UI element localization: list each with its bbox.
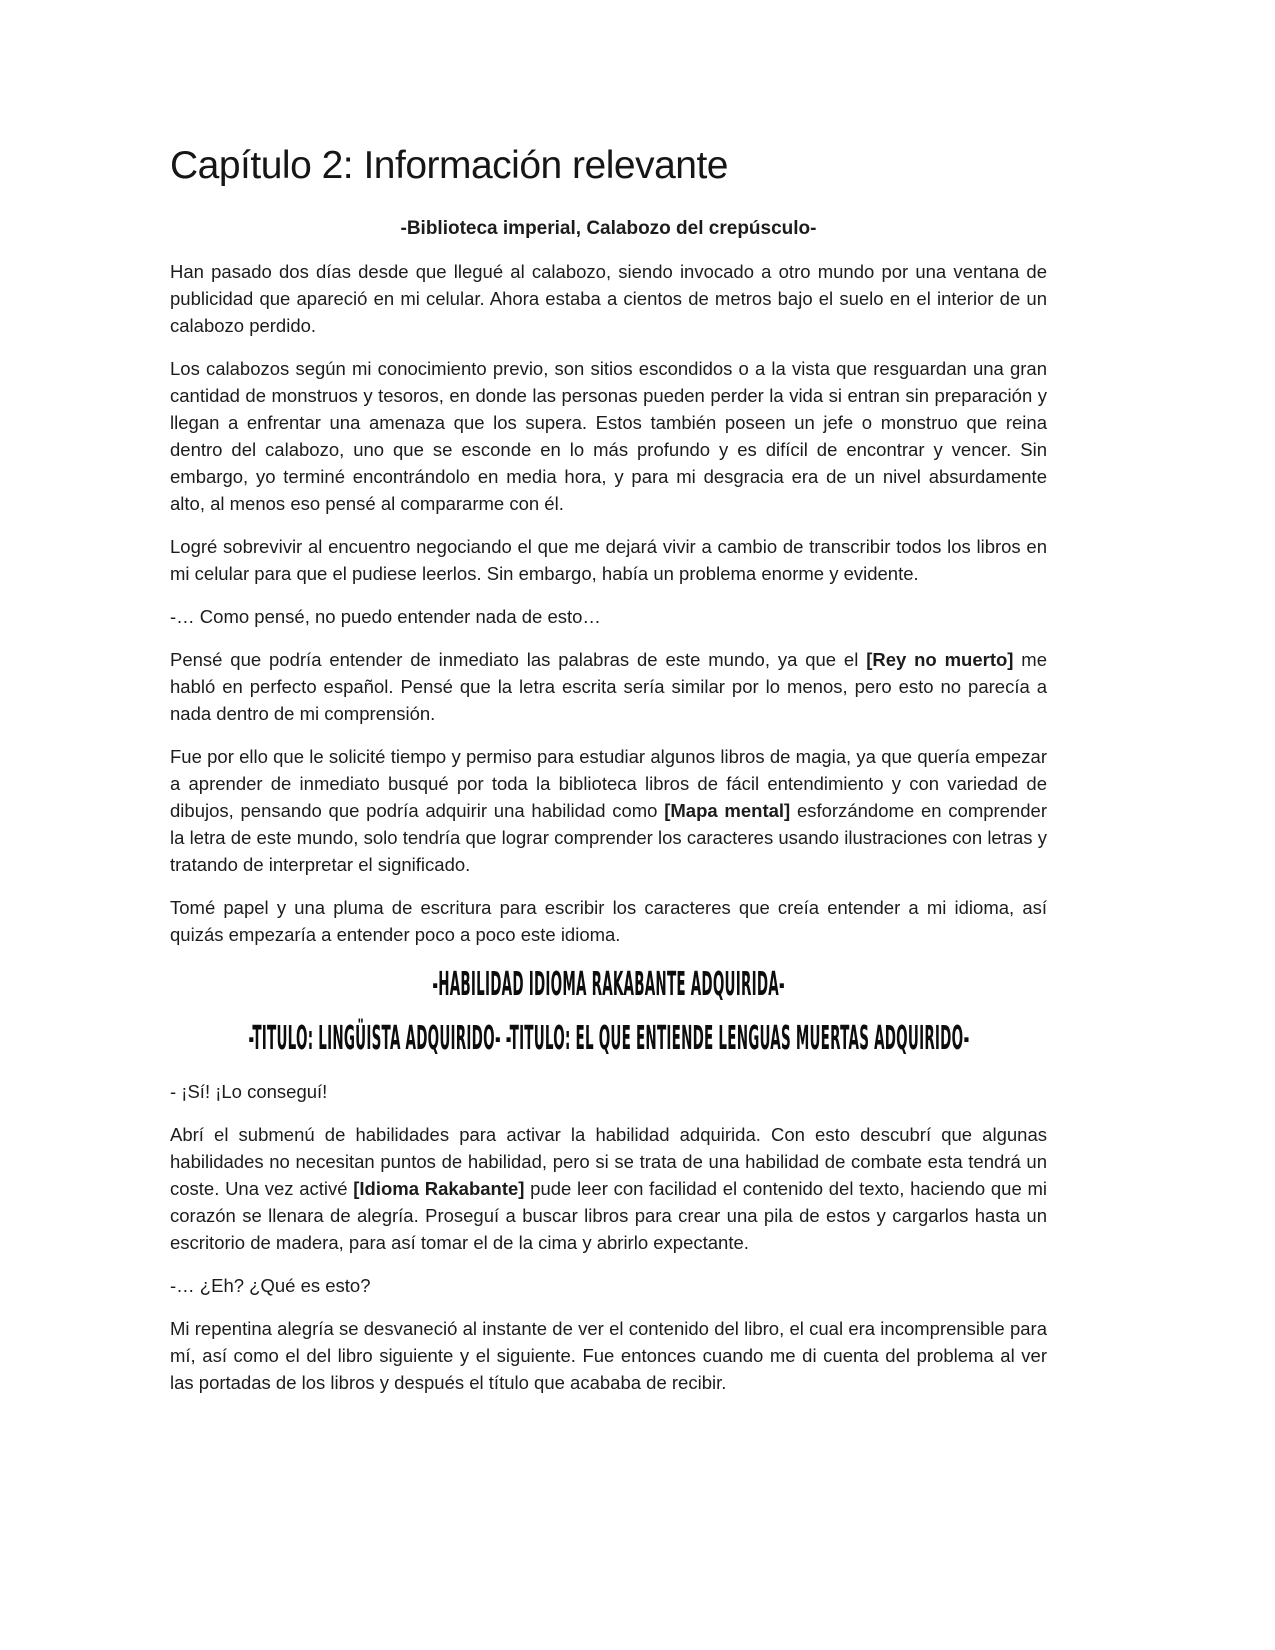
paragraph-4-text-post: me habló en perfecto español. Pensé que la letra escrita sería similar por lo menos, pero esto no parecía a nada dentro de mi comprensión. [170, 649, 1048, 724]
paragraph-5-text-pre: Fue por ello que le solicité tiempo y permiso para estudiar algunos libros de magia, ya que quería empezar a aprender de inmediato busqué por toda la biblioteca libros de fácil entendimiento y con variedad de dibujos, pensando que podría adquirir una habilidad como [170, 746, 1047, 821]
paragraph-7 [170, 1121, 1047, 1256]
titles-acquired-heading-text: -TITULO: LINGÜISTA ADQUIRIDO- -TITULO: EL QUE ENTIENDE LENGUAS MUERTAS ADQUIRIDO- [248, 1019, 969, 1058]
titles-acquired-heading [170, 1019, 1047, 1058]
skill-acquired-heading-text: -HABILIDAD IDIOMA RAKABANTE ADQUIRIDA- [432, 965, 785, 1004]
skill-name-idioma-rakabante: [Idioma Rakabante] [353, 1178, 525, 1199]
paragraph-5-text-post: esforzándome en comprender la letra de este mundo, solo tendría que lograr comprender los caracteres usando ilustraciones con letras y tratando de interpretar el significado. [170, 800, 1047, 875]
paragraph-4 [170, 646, 1047, 727]
dialogue-line-3: -… ¿Eh? ¿Qué es esto? [170, 1275, 371, 1296]
dialogue-line-2: - ¡Sí! ¡Lo conseguí! [170, 1081, 328, 1102]
location-subtitle: -Biblioteca imperial, Calabozo del crepúsculo- [400, 218, 817, 239]
paragraph-6: Tomé papel y una pluma de escritura para escribir los caracteres que creía entender a mi idioma, así quizás empezaría a entender poco a poco este idioma. [170, 897, 1047, 945]
skill-name-rey-no-muerto: [Rey no muerto] [866, 649, 1014, 670]
paragraph-4-text-pre: Pensé que podría entender de inmediato las palabras de este mundo, ya que el [170, 649, 867, 670]
paragraph-5 [170, 743, 1047, 878]
dialogue-line-1: -… Como pensé, no puedo entender nada de esto… [170, 606, 601, 627]
paragraph-1: Han pasado dos días desde que llegué al calabozo, siendo invocado a otro mundo por una ventana de publicidad que apareció en mi celular. Ahora estaba a cientos de metros bajo el suelo en el interior de un calabozo perdido. [170, 261, 1047, 336]
paragraph-8: Mi repentina alegría se desvaneció al instante de ver el contenido del libro, el cual era incomprensible para mí, así como el del libro siguiente y el siguiente. Fue entonces cuando me di cuenta del problema al ver las portadas de los libros y después el título que acababa de recibir. [170, 1318, 1047, 1393]
paragraph-7-text-pre: Abrí el submenú de habilidades para activar la habilidad adquirida. Con esto descubrí que algunas habilidades no necesitan puntos de habilidad, pero si se trata de una habilidad de combate esta tendrá un coste. Una vez activé [170, 1124, 1047, 1199]
skill-name-mapa-mental: [Mapa mental] [664, 800, 791, 821]
paragraph-2: Los calabozos según mi conocimiento previo, son sitios escondidos o a la vista que resguardan una gran cantidad de monstruos y tesoros, en donde las personas pueden perder la vida si entran sin preparación y llegan a enfrentar una amenaza que los supera. Estos también poseen un jefe o monstruo que reina dentro del calabozo, uno que se esconde en lo más profundo y es difícil de encontrar y vencer. Sin embargo, yo terminé encontrándolo en media hora, y para mi desgracia era de un nivel absurdamente alto, al menos eso pensé al compararme con él. [170, 358, 1047, 514]
paragraph-3: Logré sobrevivir al encuentro negociando el que me dejará vivir a cambio de transcribir todos los libros en mi celular para que el pudiese leerlos. Sin embargo, había un problema enorme y evidente. [170, 536, 1047, 584]
skill-acquired-heading [170, 965, 1047, 1004]
paragraph-7-text-post: pude leer con facilidad el contenido del texto, haciendo que mi corazón se llenara de alegría. Proseguí a buscar libros para crear una pila de estos y cargarlos hasta un escritorio de madera, para así tomar el de la cima y abrirlo expectante. [170, 1178, 1047, 1253]
chapter-title: Capítulo 2: Información relevante [170, 144, 728, 187]
